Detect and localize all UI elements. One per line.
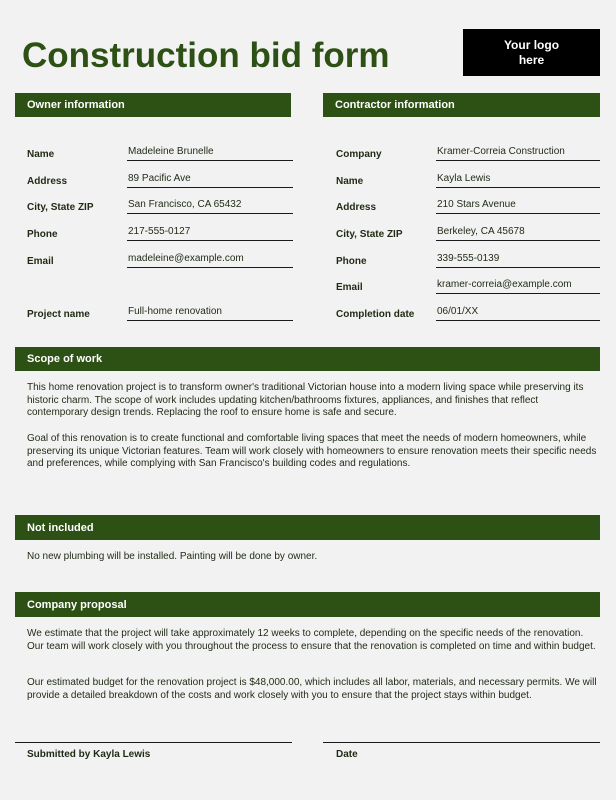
logo-text: Your logo here xyxy=(503,37,560,67)
proposal-section-header: Company proposal xyxy=(15,592,600,617)
owner-email-label: Email xyxy=(27,256,54,267)
contractor-city-label: City, State ZIP xyxy=(336,229,403,240)
proposal-paragraph-1: We estimate that the project will take approximately 12 weeks to complete, depending on the specific needs of the renovation. Our team will work closely with you throughout the process to ensure that the renovation is completed on time and within budget. xyxy=(27,628,596,652)
contractor-address-label: Address xyxy=(336,202,377,213)
contractor-email-label: Email xyxy=(336,282,363,293)
logo-placeholder xyxy=(463,29,600,76)
date-label: Date xyxy=(336,749,358,760)
proposal-paragraph-2: Our estimated budget for the renovation project is $48,000.00, which includes all labor, materials, and necessary permits. We will provide a detailed breakdown of the costs and work closely with you to ensure that the project stays within budget. xyxy=(27,677,597,701)
contractor-company-value[interactable]: Kramer-Correia Construction xyxy=(436,146,600,161)
owner-city-label: City, State ZIP xyxy=(27,202,94,213)
completion-date-value[interactable]: 06/01/XX xyxy=(436,306,600,321)
owner-address-value[interactable]: 89 Pacific Ave xyxy=(127,173,293,188)
owner-address-label: Address xyxy=(27,176,68,187)
owner-name-label: Name xyxy=(27,149,55,160)
submitted-by-label: Submitted by Kayla Lewis xyxy=(27,749,151,760)
submitted-signature-line[interactable] xyxy=(15,742,292,743)
date-signature-line[interactable] xyxy=(323,742,600,743)
completion-date-label: Completion date xyxy=(336,309,415,320)
owner-section-header: Owner information xyxy=(15,93,291,117)
owner-city-value[interactable]: San Francisco, CA 65432 xyxy=(127,199,293,214)
contractor-address-value[interactable]: 210 Stars Avenue xyxy=(436,199,600,214)
contractor-phone-label: Phone xyxy=(336,256,367,267)
page-title: Construction bid form xyxy=(22,36,390,75)
owner-name-value[interactable]: Madeleine Brunelle xyxy=(127,146,293,161)
not-included-text: No new plumbing will be installed. Painting will be done by owner. xyxy=(27,551,318,562)
scope-section-header: Scope of work xyxy=(15,347,600,371)
contractor-phone-value[interactable]: 339-555-0139 xyxy=(436,253,600,268)
scope-paragraph-2: Goal of this renovation is to create functional and comfortable living spaces that meet the needs of modern homeowners, while preserving its unique Victorian features. Team will work closely with homeowners to ensure renovation meets their specific needs and preferences, while complying with San Francisco's building codes and regulations. xyxy=(27,433,597,469)
contractor-name-value[interactable]: Kayla Lewis xyxy=(436,173,600,188)
project-name-value[interactable]: Full-home renovation xyxy=(127,306,293,321)
not-included-section-header: Not included xyxy=(15,515,600,540)
scope-paragraph-1: This home renovation project is to transform owner's traditional Victorian house into a modern living space while preserving its historic charm. The scope of work includes updating kitchen/bathrooms fixtures, appliances, and finishes that reflect contemporary design trends. Replacing the roof to ensure home is safe and secure. xyxy=(27,382,584,418)
contractor-email-value[interactable]: kramer-correia@example.com xyxy=(436,279,600,294)
contractor-section-header: Contractor information xyxy=(323,93,600,117)
project-name-label: Project name xyxy=(27,309,90,320)
owner-phone-label: Phone xyxy=(27,229,58,240)
owner-email-value[interactable]: madeleine@example.com xyxy=(127,253,293,268)
owner-phone-value[interactable]: 217-555-0127 xyxy=(127,226,293,241)
contractor-city-value[interactable]: Berkeley, CA 45678 xyxy=(436,226,600,241)
contractor-name-label: Name xyxy=(336,176,364,187)
contractor-company-label: Company xyxy=(336,149,382,160)
